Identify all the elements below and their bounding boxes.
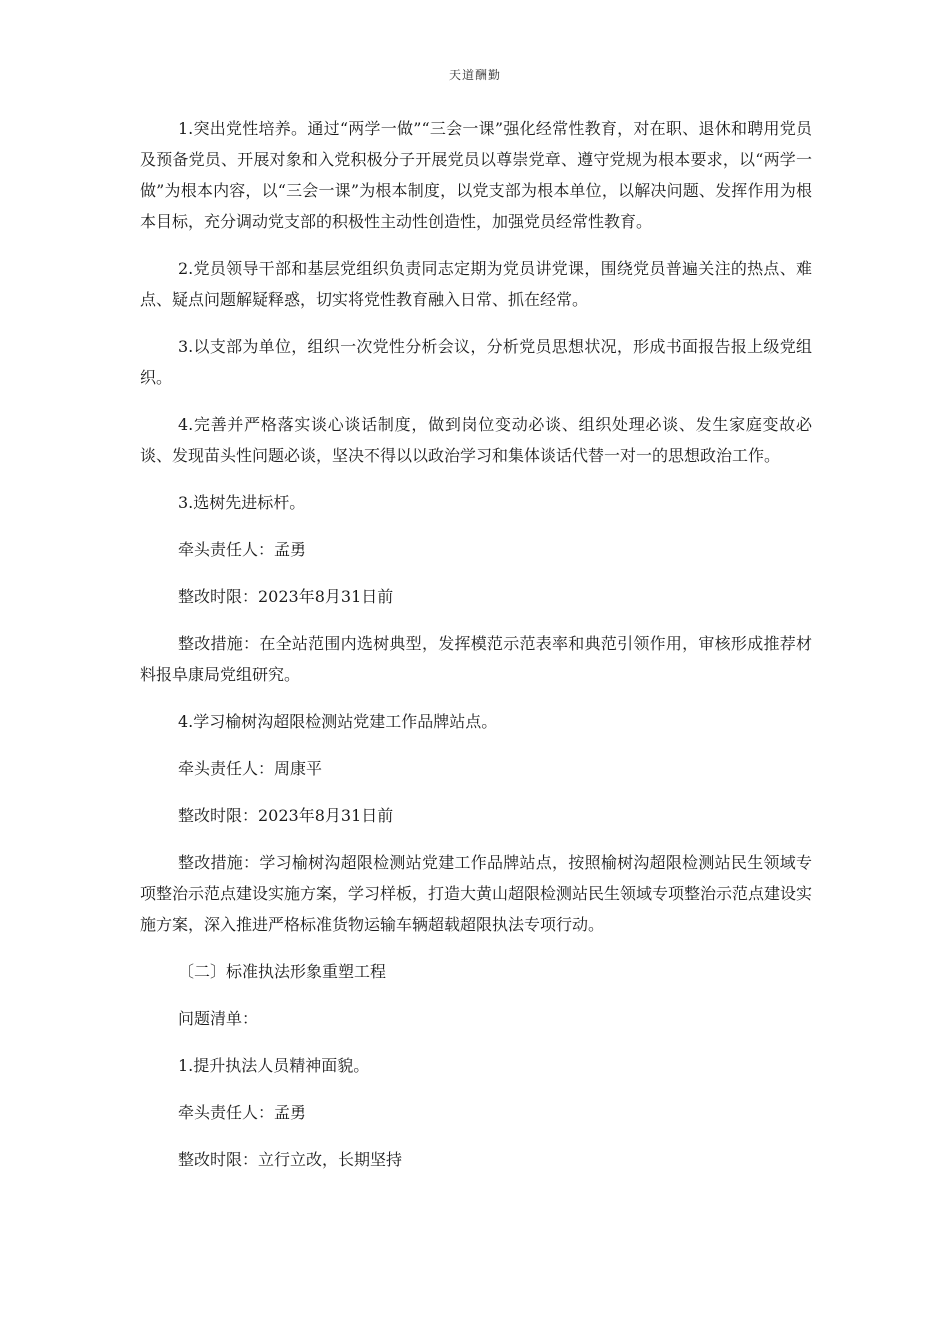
paragraph: 3.以支部为单位，组织一次党性分析会议，分析党员思想状况，形成书面报告报上级党组织。: [140, 337, 812, 387]
paragraph: 2.党员领导干部和基层党组织负责同志定期为党员讲党课，围绕党员普遍关注的热点、难点、疑点问题解疑释惑，切实将党性教育融入日常、抓在经常。: [140, 259, 812, 309]
page-header: 天道酬勤: [448, 68, 501, 82]
paragraph: 整改措施：在全站范围内选树典型，发挥模范示范表率和典范引领作用，审核形成推荐材料报阜康局党组研究。: [140, 634, 812, 684]
section-heading: 〔二〕标准执法形象重塑工程: [178, 962, 387, 981]
paragraph: 3.选树先进标杆。: [178, 493, 306, 512]
paragraph: 4.学习榆树沟超限检测站党建工作品牌站点。: [178, 712, 498, 731]
paragraph: 牵头责任人：孟勇: [178, 540, 307, 559]
paragraph: 整改时限：2023年8月31日前: [178, 587, 394, 606]
paragraph: 4.完善并严格落实谈心谈话制度，做到岗位变动必谈、组织处理必谈、发生家庭变故必谈、发现苗头性问题必谈，坚决不得以以政治学习和集体谈话代替一对一的思想政治工作。: [140, 415, 812, 465]
paragraph: 1.提升执法人员精神面貌。: [178, 1056, 370, 1075]
paragraph: 问题清单：: [178, 1009, 259, 1028]
paragraph: 1.突出党性培养。通过“两学一做”“三会一课”强化经常性教育，对在职、退休和聘用党员及预备党员、开展对象和入党积极分子开展党员以尊崇党章、遵守党规为根本要求，以“两学一做”为根本内容，以“三会一课”为根本制度，以党支部为根本单位，以解决问题、发挥作用为根本目标，充分调动党支部的积极性主动性创造性，加强党员经常性教育。: [140, 119, 812, 231]
paragraph: 牵头责任人：孟勇: [178, 1103, 307, 1122]
paragraph: 整改时限：2023年8月31日前: [178, 806, 394, 825]
paragraph: 整改时限：立行立改，长期坚持: [178, 1150, 403, 1169]
document-body: [140, 113, 812, 1191]
paragraph: 牵头责任人：周康平: [178, 759, 323, 778]
paragraph: 整改措施：学习榆树沟超限检测站党建工作品牌站点，按照榆树沟超限检测站民生领域专项整治示范点建设实施方案，学习样板，打造大黄山超限检测站民生领域专项整治示范点建设实施方案，深入推进严格标准货物运输车辆超载超限执法专项行动。: [140, 853, 813, 934]
